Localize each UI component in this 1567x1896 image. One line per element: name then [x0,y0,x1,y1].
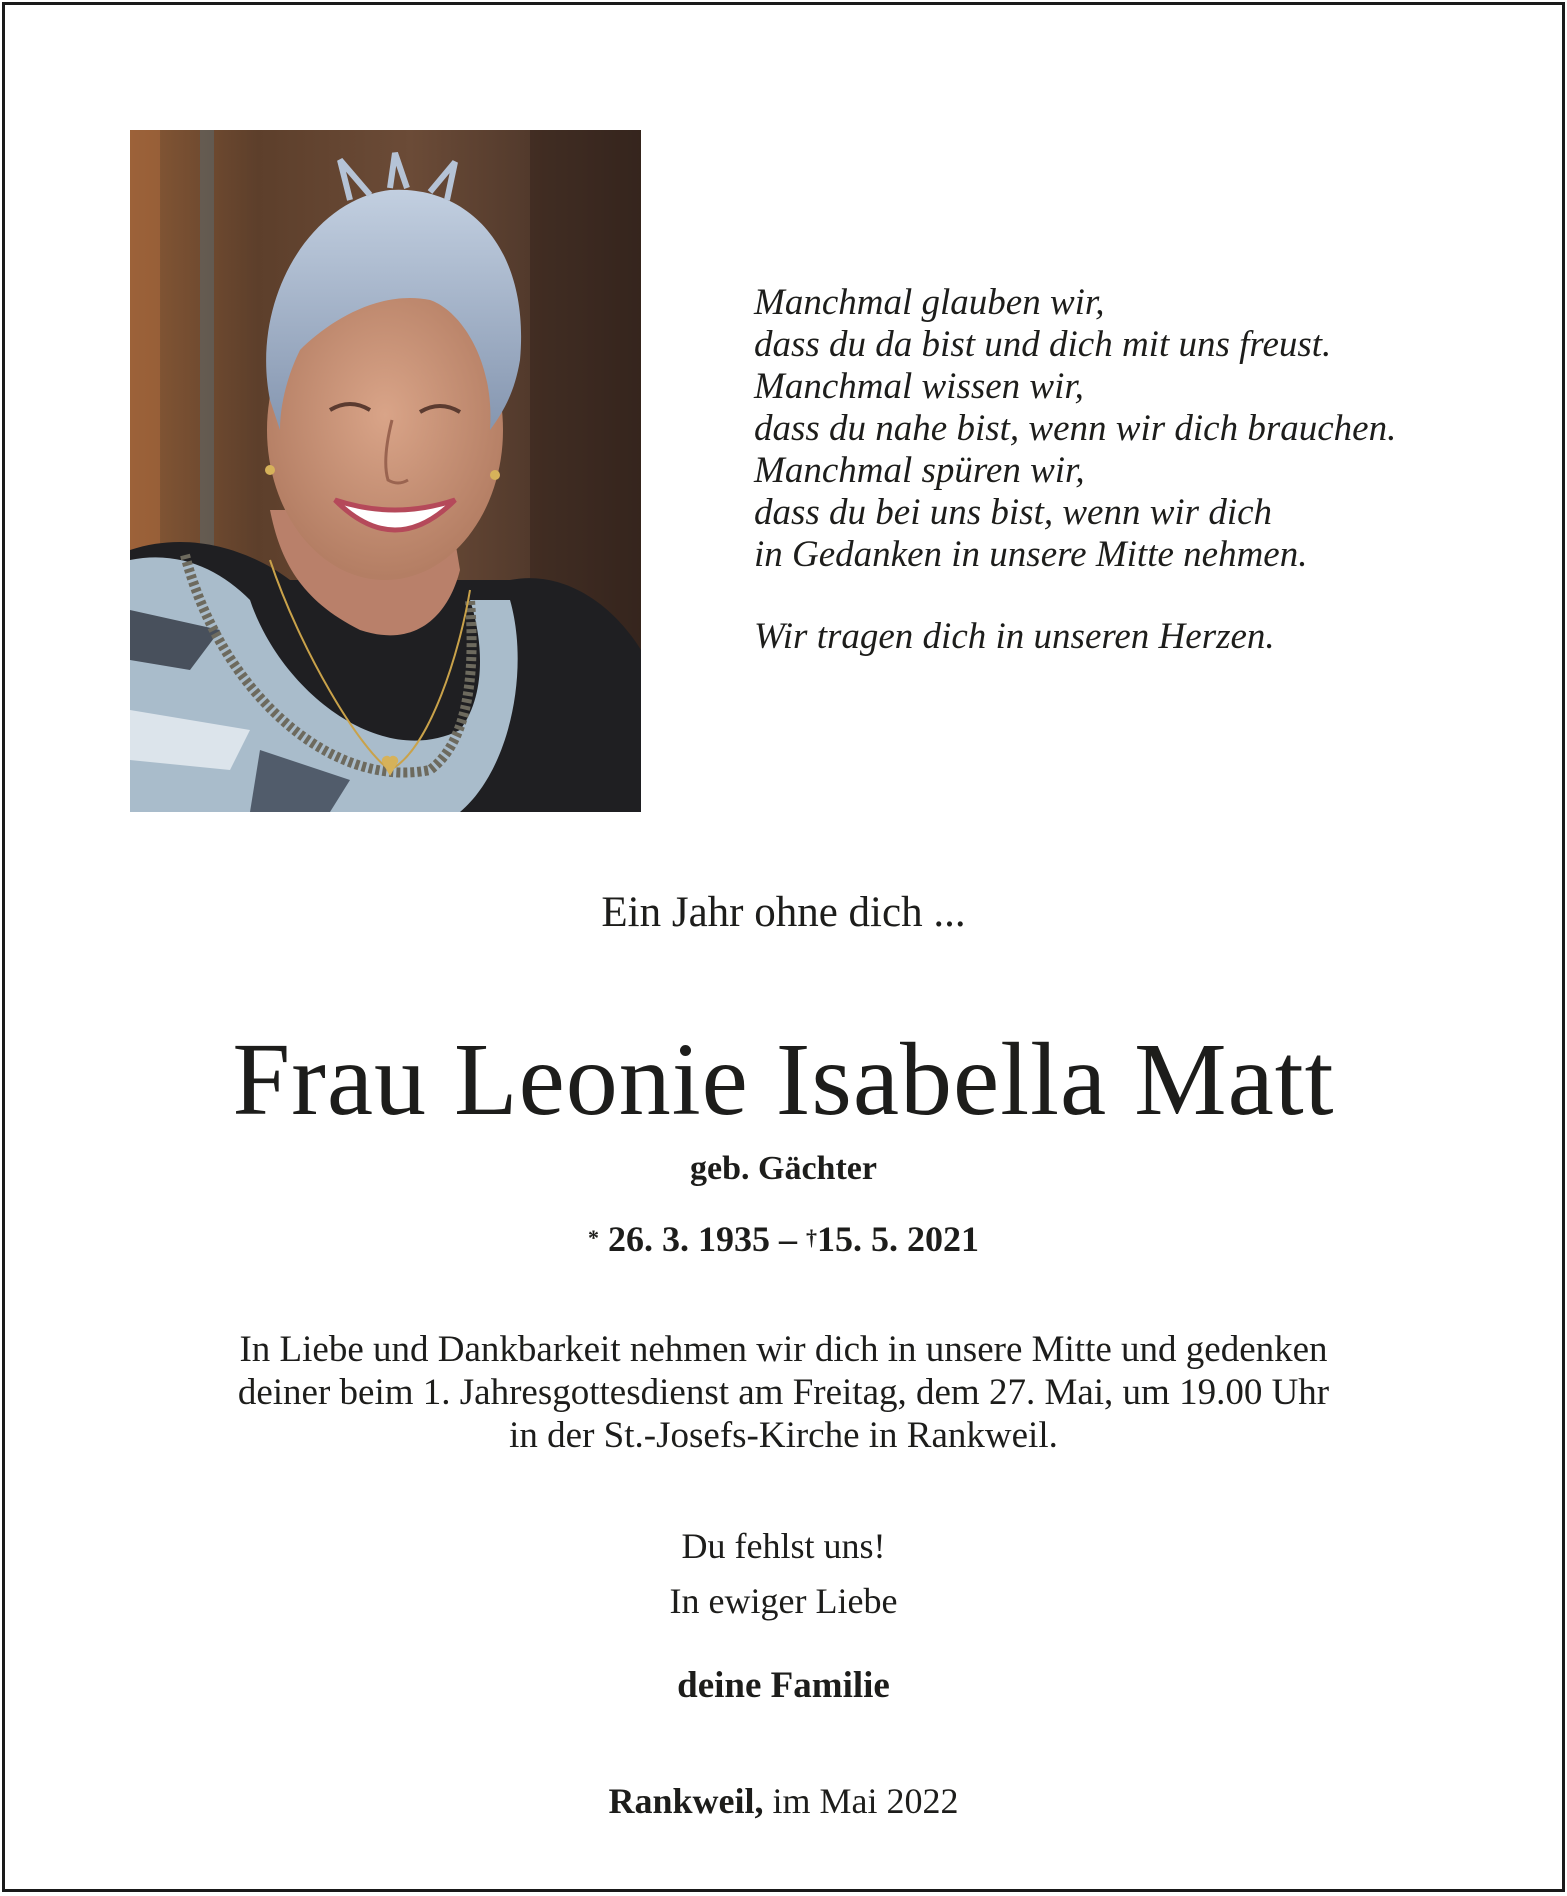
portrait-photo [130,130,641,812]
eternal-love-text: In ewiger Liebe [669,1581,898,1621]
poem-closing-line: Wir tragen dich in unseren Herzen. [754,616,1275,657]
birth-date: 26. 3. 1935 [608,1219,770,1259]
poem-line: Manchmal wissen wir, [754,366,1084,407]
poem-line: in Gedanken in unsere Mitte nehmen. [754,534,1308,575]
poem-line: Manchmal glauben wir, [754,282,1105,323]
death-date: 15. 5. 2021 [817,1219,979,1259]
date: im Mai 2022 [772,1781,959,1821]
poem-line: dass du da bist und dich mit uns freust. [754,324,1332,365]
place-and-date [0,1780,1567,1822]
poem-line: dass du nahe bist, wenn wir dich brauchen. [754,408,1397,449]
poem-line: dass du bei uns bist, wenn wir dich [754,492,1273,533]
announcement-line: in der St.-Josefs-Kirche in Rankweil. [509,1415,1058,1456]
announcement-line: deiner beim 1. Jahresgottesdienst am Freitag, dem 27. Mai, um 19.00 Uhr [237,1372,1330,1413]
service-announcement [0,1328,1567,1457]
date-separator: – [779,1219,797,1259]
intro-text: Ein Jahr ohne dich ... [601,889,966,936]
life-dates [0,1218,1567,1260]
deceased-name: Frau Leonie Isabella Matt [232,1022,1335,1137]
missing-you-text: Du fehlst uns! [681,1526,886,1566]
birth-symbol: * [588,1225,599,1250]
family-signature: deine Familie [677,1665,890,1706]
poem-line: Manchmal spüren wir, [754,450,1085,491]
announcement-line: In Liebe und Dankbarkeit nehmen wir dich in unsere Mitte und gedenken [239,1329,1328,1370]
maiden-name: geb. Gächter [690,1150,877,1187]
death-symbol: † [806,1225,817,1250]
place: Rankweil, [608,1781,764,1821]
memorial-poem [754,282,1514,658]
